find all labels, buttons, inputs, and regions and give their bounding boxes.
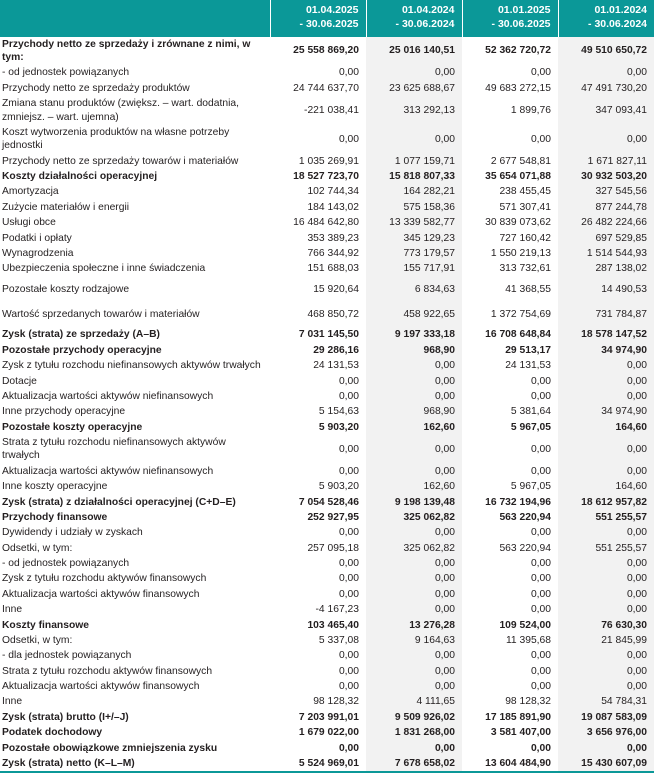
row-value-col-3: 24 131,53 bbox=[505, 360, 551, 372]
row-value-col-2: 162,60 bbox=[366, 479, 462, 494]
row-value-col-4: 0,00 bbox=[558, 741, 654, 756]
row-value-col-4: 49 510 650,72 bbox=[558, 37, 654, 66]
row-value-col-2: 1 831 268,00 bbox=[366, 725, 462, 740]
row-label: Pozostałe koszty operacyjne bbox=[2, 421, 143, 433]
header-row bbox=[0, 0, 654, 37]
row-label: Przychody netto ze sprzedaży i zrównane z nimi, w tym: bbox=[2, 38, 251, 64]
table-row bbox=[0, 710, 654, 725]
row-label: - dla jednostek powiązanych bbox=[2, 650, 132, 662]
row-value-col-3: 1 550 219,13 bbox=[490, 247, 551, 259]
row-label: Odsetki, w tym: bbox=[2, 634, 73, 646]
row-label: Aktualizacja wartości aktywów niefinansowych bbox=[2, 390, 214, 402]
row-value-col-4: 14 490,53 bbox=[558, 277, 654, 302]
row-value-col-4: 30 932 503,20 bbox=[558, 169, 654, 184]
row-value-col-4: 47 491 730,20 bbox=[558, 81, 654, 96]
row-label: Zmiana stanu produktów (zwiększ. – wart. dodatnia, zmniejsz. – wart. ujemna) bbox=[2, 98, 239, 123]
row-value-col-3: 0,00 bbox=[530, 604, 551, 616]
row-value-col-2: 325 062,82 bbox=[366, 510, 462, 525]
row-value-col-2: 23 625 688,67 bbox=[366, 81, 462, 96]
row-value-col-2: 0,00 bbox=[366, 556, 462, 571]
row-value-col-4: 0,00 bbox=[558, 389, 654, 404]
row-value-col-3: 98 128,32 bbox=[505, 696, 551, 708]
row-value-col-1: 7 031 145,50 bbox=[298, 329, 359, 341]
row-value-col-3: 0,00 bbox=[530, 665, 551, 677]
row-value-col-1: 7 203 991,01 bbox=[298, 711, 359, 723]
row-value-col-3: 13 604 484,90 bbox=[485, 757, 551, 769]
row-value-col-2: 0,00 bbox=[366, 374, 462, 389]
table-row bbox=[0, 556, 654, 571]
row-value-col-1: 5 154,63 bbox=[318, 406, 359, 418]
row-value-col-4: 54 784,31 bbox=[558, 694, 654, 709]
header-period-4-from: 01.01.2024 bbox=[594, 4, 647, 16]
row-value-col-3: 571 307,41 bbox=[499, 201, 551, 213]
header-period-3-from: 01.01.2025 bbox=[497, 4, 551, 16]
row-value-col-4: 26 482 224,66 bbox=[558, 215, 654, 230]
row-value-col-3: 0,00 bbox=[530, 573, 551, 585]
table-row bbox=[0, 648, 654, 663]
row-value-col-3: 238 455,45 bbox=[499, 186, 551, 198]
table-row bbox=[0, 374, 654, 389]
row-value-col-3: 2 677 548,81 bbox=[490, 155, 551, 167]
table-row bbox=[0, 464, 654, 479]
row-value-col-4: 0,00 bbox=[558, 374, 654, 389]
row-value-col-1: 184 143,02 bbox=[307, 201, 359, 213]
row-value-col-3: 563 220,94 bbox=[499, 542, 551, 554]
table-row bbox=[0, 510, 654, 525]
row-value-col-3: 35 654 071,88 bbox=[485, 171, 551, 183]
header-period-4 bbox=[558, 0, 654, 37]
row-value-col-2: 0,00 bbox=[366, 464, 462, 479]
row-value-col-1: 24 131,53 bbox=[313, 360, 359, 372]
row-label: Strata z tytułu rozchodu aktywów finansowych bbox=[2, 665, 213, 677]
table-header bbox=[0, 0, 654, 37]
row-label: Zysk z tytułu rozchodu niefinansowych aktywów trwałych bbox=[2, 360, 261, 372]
table-row bbox=[0, 633, 654, 648]
row-value-col-1: 1 035 269,91 bbox=[298, 155, 359, 167]
row-value-col-4: 877 244,78 bbox=[558, 200, 654, 215]
row-value-col-3: 30 839 073,62 bbox=[485, 217, 551, 229]
row-value-col-3: 5 967,05 bbox=[510, 421, 551, 433]
row-value-col-3: 52 362 720,72 bbox=[485, 45, 551, 57]
table-row bbox=[0, 587, 654, 602]
row-label: Zysk (strata) brutto (I+/–J) bbox=[2, 711, 129, 723]
row-value-col-4: 18 612 957,82 bbox=[558, 495, 654, 510]
header-period-2-to: - 30.06.2024 bbox=[395, 17, 455, 30]
table-row bbox=[0, 277, 654, 302]
row-value-col-3: 563 220,94 bbox=[499, 511, 551, 523]
row-value-col-4: 0,00 bbox=[558, 571, 654, 586]
row-value-col-1: 24 744 637,70 bbox=[293, 82, 359, 94]
table-row bbox=[0, 571, 654, 586]
row-value-col-4: 18 578 147,52 bbox=[558, 327, 654, 342]
row-value-col-2: 25 016 140,51 bbox=[366, 37, 462, 66]
row-value-col-3: 16 732 194,96 bbox=[485, 496, 551, 508]
row-value-col-3: 0,00 bbox=[530, 375, 551, 387]
row-value-col-1: 151 688,03 bbox=[307, 263, 359, 275]
row-value-col-2: 968,90 bbox=[366, 404, 462, 419]
row-value-col-2: 0,00 bbox=[366, 571, 462, 586]
row-label: Zysk (strata) z działalności operacyjnej (C+D–E) bbox=[2, 496, 236, 508]
row-value-col-4: 164,60 bbox=[558, 479, 654, 494]
row-value-col-2: 575 158,36 bbox=[366, 200, 462, 215]
row-value-col-4: 0,00 bbox=[558, 65, 654, 80]
row-label: Wynagrodzenia bbox=[2, 247, 74, 259]
row-value-col-2: 9 197 333,18 bbox=[366, 327, 462, 342]
row-value-col-2: 968,90 bbox=[366, 343, 462, 358]
row-value-col-1: 0,00 bbox=[338, 573, 359, 585]
row-value-col-1: 252 927,95 bbox=[307, 511, 359, 523]
row-value-col-4: 21 845,99 bbox=[558, 633, 654, 648]
row-value-col-1: 16 484 642,80 bbox=[293, 217, 359, 229]
row-value-col-3: 727 160,42 bbox=[499, 232, 551, 244]
row-value-col-2: 0,00 bbox=[366, 389, 462, 404]
row-value-col-2: 6 834,63 bbox=[366, 277, 462, 302]
row-label: - od jednostek powiązanych bbox=[2, 558, 130, 570]
row-value-col-1: 98 128,32 bbox=[313, 696, 359, 708]
row-value-col-3: 5 967,05 bbox=[510, 481, 551, 493]
row-label: Amortyzacja bbox=[2, 186, 59, 198]
row-value-col-4: 697 529,85 bbox=[558, 231, 654, 246]
row-value-col-1: 353 389,23 bbox=[307, 232, 359, 244]
row-value-col-3: 0,00 bbox=[530, 390, 551, 402]
table-row bbox=[0, 302, 654, 327]
table-row bbox=[0, 231, 654, 246]
row-value-col-1: 103 465,40 bbox=[307, 619, 359, 631]
row-label: Podatki i opłaty bbox=[2, 232, 72, 244]
row-value-col-1: -4 167,23 bbox=[315, 604, 359, 616]
row-value-col-1: 5 524 969,01 bbox=[298, 757, 359, 769]
row-value-col-1: -221 038,41 bbox=[304, 104, 359, 116]
row-value-col-2: 0,00 bbox=[366, 435, 462, 464]
row-value-col-3: 0,00 bbox=[530, 650, 551, 662]
row-value-col-3: 5 381,64 bbox=[510, 406, 551, 418]
header-period-2 bbox=[366, 0, 462, 37]
header-period-1-from: 01.04.2025 bbox=[305, 4, 359, 16]
table-row bbox=[0, 602, 654, 617]
row-value-col-1: 0,00 bbox=[338, 375, 359, 387]
row-label: Wartość sprzedanych towarów i materiałów bbox=[2, 309, 200, 321]
row-value-col-2: 345 129,23 bbox=[366, 231, 462, 246]
row-value-col-4: 34 974,90 bbox=[558, 404, 654, 419]
row-label: Inne bbox=[2, 604, 23, 616]
row-value-col-4: 0,00 bbox=[558, 435, 654, 464]
row-value-col-2: 162,60 bbox=[366, 420, 462, 435]
row-value-col-1: 102 744,34 bbox=[307, 186, 359, 198]
row-value-col-3: 0,00 bbox=[530, 558, 551, 570]
row-value-col-2: 0,00 bbox=[366, 679, 462, 694]
table-row bbox=[0, 246, 654, 261]
row-value-col-2: 13 276,28 bbox=[366, 618, 462, 633]
row-value-col-2: 7 678 658,02 bbox=[366, 756, 462, 772]
table-row bbox=[0, 479, 654, 494]
row-value-col-4: 3 656 976,00 bbox=[558, 725, 654, 740]
row-label: Zysk (strata) netto (K–L–M) bbox=[2, 757, 135, 769]
row-label: Aktualizacja wartości aktywów finansowych bbox=[2, 588, 200, 600]
row-value-col-4: 15 430 607,09 bbox=[558, 756, 654, 772]
table-row bbox=[0, 184, 654, 199]
row-label: Podatek dochodowy bbox=[2, 727, 103, 739]
row-value-col-3: 0,00 bbox=[530, 681, 551, 693]
table-row bbox=[0, 125, 654, 154]
row-value-col-1: 766 344,92 bbox=[307, 247, 359, 259]
row-value-col-1: 5 903,20 bbox=[318, 421, 359, 433]
row-value-col-4: 551 255,57 bbox=[558, 510, 654, 525]
row-value-col-4: 0,00 bbox=[558, 525, 654, 540]
table-row bbox=[0, 420, 654, 435]
row-value-col-2: 0,00 bbox=[366, 358, 462, 373]
row-value-col-4: 347 093,41 bbox=[558, 96, 654, 125]
row-label: Dotacje bbox=[2, 375, 37, 387]
table-row bbox=[0, 741, 654, 756]
table-row bbox=[0, 261, 654, 276]
row-value-col-3: 29 513,17 bbox=[505, 344, 551, 356]
row-value-col-2: 0,00 bbox=[366, 664, 462, 679]
row-value-col-1: 0,00 bbox=[338, 558, 359, 570]
row-label: Odsetki, w tym: bbox=[2, 542, 73, 554]
row-value-col-2: 155 717,91 bbox=[366, 261, 462, 276]
row-label: Przychody netto ze sprzedaży towarów i materiałów bbox=[2, 155, 239, 167]
row-value-col-3: 41 368,55 bbox=[505, 283, 551, 295]
row-label: Pozostałe obowiązkowe zmniejszenia zysku bbox=[2, 742, 218, 754]
table-row bbox=[0, 525, 654, 540]
header-label-column bbox=[0, 0, 270, 37]
row-value-col-2: 0,00 bbox=[366, 648, 462, 663]
row-label: Aktualizacja wartości aktywów niefinansowych bbox=[2, 465, 214, 477]
row-value-col-2: 9 509 926,02 bbox=[366, 710, 462, 725]
row-value-col-1: 0,00 bbox=[338, 67, 359, 79]
row-value-col-4: 0,00 bbox=[558, 125, 654, 154]
row-label: - od jednostek powiązanych bbox=[2, 67, 130, 79]
row-value-col-1: 7 054 528,46 bbox=[298, 496, 359, 508]
row-value-col-4: 0,00 bbox=[558, 556, 654, 571]
row-value-col-2: 313 292,13 bbox=[366, 96, 462, 125]
row-value-col-1: 468 850,72 bbox=[307, 309, 359, 321]
row-value-col-2: 0,00 bbox=[366, 741, 462, 756]
table-row bbox=[0, 154, 654, 169]
table-row bbox=[0, 404, 654, 419]
row-value-col-2: 13 339 582,77 bbox=[366, 215, 462, 230]
row-value-col-1: 0,00 bbox=[338, 665, 359, 677]
row-label: Zużycie materiałów i energii bbox=[2, 201, 130, 213]
row-label: Koszty finansowe bbox=[2, 619, 89, 631]
row-value-col-1: 0,00 bbox=[338, 588, 359, 600]
row-value-col-2: 15 818 807,33 bbox=[366, 169, 462, 184]
table-row bbox=[0, 495, 654, 510]
row-value-col-2: 0,00 bbox=[366, 125, 462, 154]
table-row bbox=[0, 725, 654, 740]
table-row bbox=[0, 37, 654, 66]
row-value-col-3: 1 372 754,69 bbox=[490, 309, 551, 321]
row-value-col-1: 0,00 bbox=[338, 390, 359, 402]
header-period-1-to: - 30.06.2025 bbox=[299, 17, 359, 30]
row-value-col-2: 458 922,65 bbox=[366, 302, 462, 327]
table-row bbox=[0, 65, 654, 80]
row-label: Pozostałe koszty rodzajowe bbox=[2, 283, 130, 295]
row-value-col-3: 49 683 272,15 bbox=[485, 82, 551, 94]
row-value-col-3: 11 395,68 bbox=[505, 634, 551, 646]
header-period-2-from: 01.04.2024 bbox=[401, 4, 455, 16]
row-value-col-1: 18 527 723,70 bbox=[293, 171, 359, 183]
row-value-col-1: 0,00 bbox=[338, 527, 359, 539]
row-label: Dywidendy i udziały w zyskach bbox=[2, 527, 143, 539]
row-value-col-3: 109 524,00 bbox=[499, 619, 551, 631]
row-label: Inne bbox=[2, 696, 23, 708]
row-value-col-2: 9 198 139,48 bbox=[366, 495, 462, 510]
row-value-col-1: 29 286,16 bbox=[313, 344, 359, 356]
row-value-col-1: 0,00 bbox=[338, 681, 359, 693]
row-value-col-2: 1 077 159,71 bbox=[366, 154, 462, 169]
table-row bbox=[0, 81, 654, 96]
header-period-4-to: - 30.06.2024 bbox=[588, 17, 647, 30]
row-label: Zysk z tytułu rozchodu aktywów finansowych bbox=[2, 573, 207, 585]
row-value-col-3: 17 185 891,90 bbox=[485, 711, 551, 723]
row-value-col-3: 0,00 bbox=[530, 133, 551, 145]
row-value-col-1: 5 903,20 bbox=[318, 481, 359, 493]
header-period-3 bbox=[462, 0, 558, 37]
row-label: Inne przychody operacyjne bbox=[2, 406, 126, 418]
row-value-col-1: 15 920,64 bbox=[313, 283, 359, 295]
row-value-col-4: 1 671 827,11 bbox=[558, 154, 654, 169]
row-value-col-3: 0,00 bbox=[530, 588, 551, 600]
row-value-col-2: 0,00 bbox=[366, 525, 462, 540]
row-label: Zysk (strata) ze sprzedaży (A–B) bbox=[2, 329, 160, 341]
row-value-col-2: 773 179,57 bbox=[366, 246, 462, 261]
table-row bbox=[0, 756, 654, 772]
row-value-col-3: 16 708 648,84 bbox=[485, 329, 551, 341]
row-value-col-1: 1 679 022,00 bbox=[298, 727, 359, 739]
row-label: Inne koszty operacyjne bbox=[2, 481, 108, 493]
row-value-col-2: 0,00 bbox=[366, 587, 462, 602]
row-value-col-3: 0,00 bbox=[530, 527, 551, 539]
row-value-col-2: 0,00 bbox=[366, 602, 462, 617]
row-value-col-4: 551 255,57 bbox=[558, 541, 654, 556]
table-row bbox=[0, 169, 654, 184]
table-row bbox=[0, 664, 654, 679]
table-row bbox=[0, 327, 654, 342]
row-value-col-3: 3 581 407,00 bbox=[490, 727, 551, 739]
row-value-col-4: 0,00 bbox=[558, 587, 654, 602]
table-row bbox=[0, 694, 654, 709]
header-period-3-to: - 30.06.2025 bbox=[491, 17, 551, 30]
row-value-col-3: 313 732,61 bbox=[499, 263, 551, 275]
row-value-col-1: 0,00 bbox=[338, 133, 359, 145]
table-row bbox=[0, 200, 654, 215]
row-value-col-1: 25 558 869,20 bbox=[293, 45, 359, 57]
row-value-col-1: 0,00 bbox=[338, 650, 359, 662]
row-label: Pozostałe przychody operacyjne bbox=[2, 344, 162, 356]
row-value-col-4: 34 974,90 bbox=[558, 343, 654, 358]
row-value-col-4: 0,00 bbox=[558, 602, 654, 617]
header-period-1 bbox=[270, 0, 366, 37]
table-row bbox=[0, 435, 654, 464]
table-row bbox=[0, 541, 654, 556]
row-value-col-3: 1 899,76 bbox=[510, 104, 551, 116]
table-row bbox=[0, 618, 654, 633]
row-value-col-3: 0,00 bbox=[530, 67, 551, 79]
row-value-col-3: 0,00 bbox=[530, 443, 551, 455]
row-label: Przychody finansowe bbox=[2, 511, 108, 523]
row-value-col-4: 0,00 bbox=[558, 464, 654, 479]
row-value-col-2: 4 111,65 bbox=[366, 694, 462, 709]
row-value-col-1: 257 095,18 bbox=[307, 542, 359, 554]
row-label: Ubezpieczenia społeczne i inne świadczenia bbox=[2, 263, 206, 275]
row-value-col-2: 0,00 bbox=[366, 65, 462, 80]
table-row bbox=[0, 389, 654, 404]
table-body bbox=[0, 37, 654, 773]
row-value-col-4: 0,00 bbox=[558, 664, 654, 679]
row-label: Koszty działalności operacyjnej bbox=[2, 171, 158, 183]
row-value-col-3: 0,00 bbox=[530, 742, 551, 754]
table-row bbox=[0, 215, 654, 230]
row-value-col-4: 164,60 bbox=[558, 420, 654, 435]
row-value-col-2: 164 282,21 bbox=[366, 184, 462, 199]
row-label: Przychody netto ze sprzedaży produktów bbox=[2, 82, 190, 94]
row-value-col-4: 327 545,56 bbox=[558, 184, 654, 199]
table-row bbox=[0, 679, 654, 694]
row-value-col-1: 0,00 bbox=[338, 443, 359, 455]
table-row bbox=[0, 358, 654, 373]
row-value-col-4: 76 630,30 bbox=[558, 618, 654, 633]
table-row bbox=[0, 96, 654, 125]
row-value-col-4: 19 087 583,09 bbox=[558, 710, 654, 725]
row-value-col-1: 0,00 bbox=[338, 742, 359, 754]
row-value-col-1: 5 337,08 bbox=[318, 634, 359, 646]
row-value-col-2: 9 164,63 bbox=[366, 633, 462, 648]
row-value-col-4: 731 784,87 bbox=[558, 302, 654, 327]
row-label: Koszt wytworzenia produktów na własne potrzeby jednostki bbox=[2, 126, 230, 152]
row-value-col-2: 325 062,82 bbox=[366, 541, 462, 556]
row-value-col-4: 1 514 544,93 bbox=[558, 246, 654, 261]
row-value-col-4: 0,00 bbox=[558, 679, 654, 694]
row-label: Strata z tytułu rozchodu niefinansowych aktywów trwałych bbox=[2, 437, 226, 462]
row-label: Usługi obce bbox=[2, 217, 56, 229]
row-value-col-4: 287 138,02 bbox=[558, 261, 654, 276]
row-label: Aktualizacja wartości aktywów finansowych bbox=[2, 681, 200, 693]
row-value-col-4: 0,00 bbox=[558, 648, 654, 663]
table-row bbox=[0, 343, 654, 358]
row-value-col-1: 0,00 bbox=[338, 465, 359, 477]
row-value-col-3: 0,00 bbox=[530, 465, 551, 477]
row-value-col-4: 0,00 bbox=[558, 358, 654, 373]
